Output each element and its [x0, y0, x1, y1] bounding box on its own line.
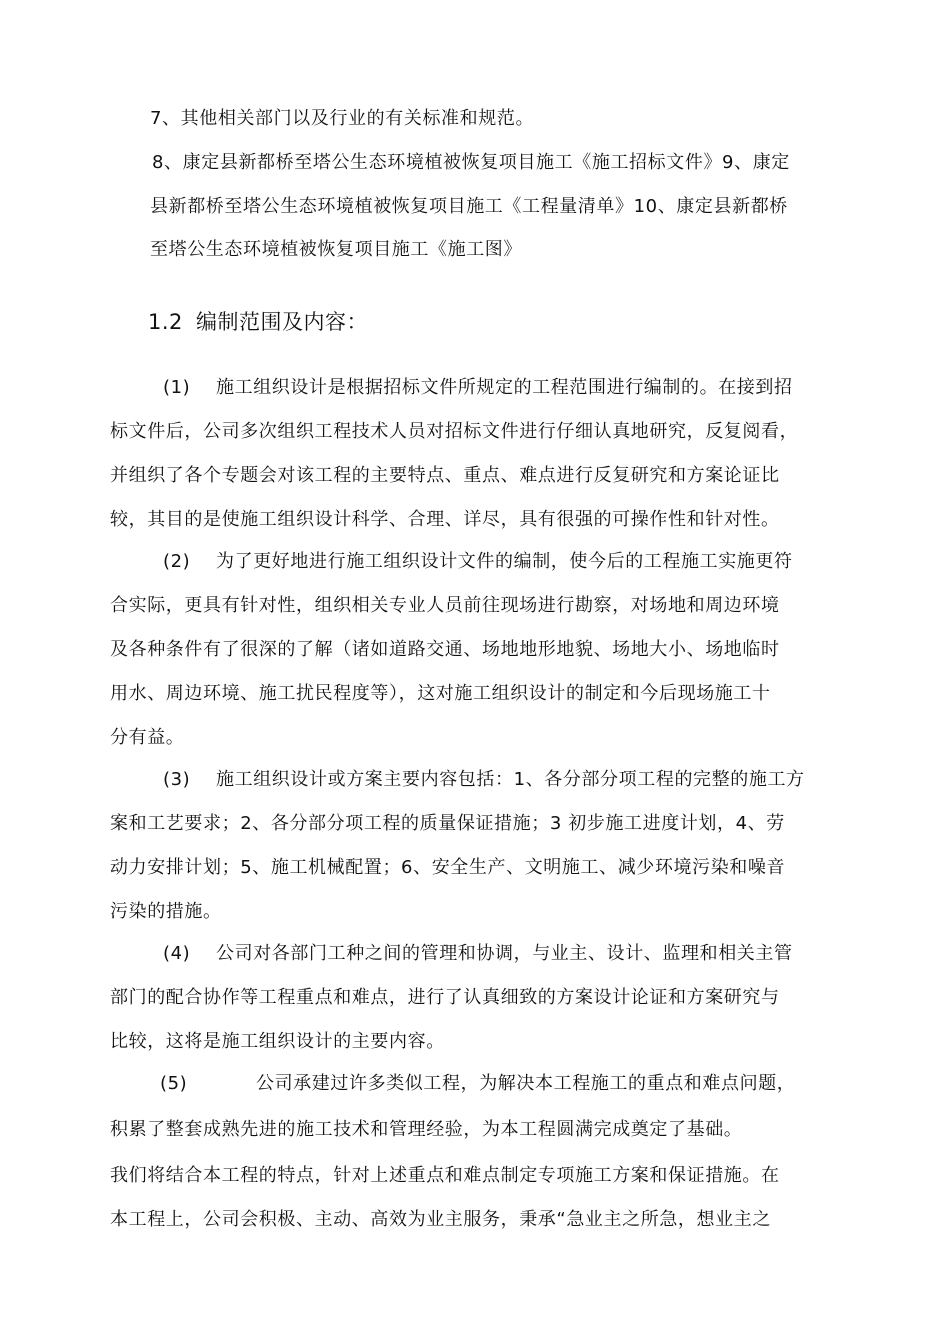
section-heading	[148, 310, 368, 334]
paragraph-1-line: 标文件后，公司多次组织工程技术人员对招标文件进行仔细认真地研究，反复阅看，	[110, 421, 799, 442]
paragraph-1-line: 施工组织设计是根据招标文件所规定的工程范围进行编制的。在接到招	[216, 377, 793, 398]
reference-item-9-line: 县新都桥至塔公生态环境植被恢复项目施工《工程量清单》10、康定县新都桥	[150, 196, 788, 217]
paragraph-4-line: 公司对各部门工种之间的管理和协调，与业主、设计、监理和相关主管	[216, 943, 793, 964]
paragraph-1-line: 较，其目的是使施工组织设计科学、合理、详尽，具有很强的可操作性和针对性。	[110, 509, 780, 530]
paragraph-1-number: (1)	[163, 377, 191, 398]
paragraph-1-line: 并组织了各个专题会对该工程的主要特点、重点、难点进行反复研究和方案论证比	[110, 465, 780, 486]
paragraph-2-line: 分有益。	[110, 727, 185, 748]
paragraph-3-line: 施工组织设计或方案主要内容包括：1、各分部分项工程的完整的施工方	[216, 769, 805, 790]
closing-line: 我们将结合本工程的特点，针对上述重点和难点制定专项施工方案和保证措施。在	[110, 1165, 780, 1186]
paragraph-5-line: 积累了整套成熟先进的施工技术和管理经验，为本工程圆满完成奠定了基础。	[110, 1119, 743, 1140]
paragraph-3-line: 动力安排计划；5、施工机械配置；6、安全生产、文明施工、减少环境污染和噪音	[110, 857, 786, 878]
paragraph-4-line: 比较，这将是施工组织设计的主要内容。	[110, 1031, 445, 1052]
closing-line: 本工程上，公司会积极、主动、高效为业主服务，秉承“急业主之所急，想业主之	[110, 1209, 771, 1230]
section-number: 1.2	[148, 310, 183, 334]
paragraph-2-line: 合实际，更具有针对性，组织相关专业人员前往现场进行勘察，对场地和周边环境	[110, 595, 780, 616]
paragraph-4-line: 部门的配合协作等工程重点和难点，进行了认真细致的方案设计论证和方案研究与	[110, 987, 780, 1008]
paragraph-2-line: 为了更好地进行施工组织设计文件的编制，使今后的工程施工实施更符	[216, 551, 793, 572]
paragraph-2-line: 及各种条件有了很深的了解（诸如道路交通、场地地形地貌、场地大小、场地临时	[110, 639, 780, 660]
reference-item-7: 7、其他相关部门以及行业的有关标准和规范。	[150, 108, 535, 129]
paragraph-3-line: 污染的措施。	[110, 901, 222, 922]
paragraph-5-line: 公司承建过许多类似工程，为解决本工程施工的重点和难点问题，	[256, 1073, 796, 1094]
section-title: 编制范围及内容：	[196, 310, 368, 334]
paragraph-2-line: 用水、周边环境、施工扰民程度等），这对施工组织设计的制定和今后现场施工十	[110, 683, 771, 704]
paragraph-2-number: (2)	[163, 551, 191, 572]
reference-item-10-line: 至塔公生态环境植被恢复项目施工《施工图》	[150, 239, 522, 260]
paragraph-4-number: (4)	[163, 943, 191, 964]
paragraph-3-number: (3)	[163, 769, 191, 790]
paragraph-3-line: 案和工艺要求；2、各分部分项工程的质量保证措施；3 初步施工进度计划，4、劳	[110, 813, 785, 834]
paragraph-5-number: (5)	[160, 1073, 188, 1094]
reference-item-8-line: 8、康定县新都桥至塔公生态环境植被恢复项目施工《施工招标文件》9、康定	[152, 152, 790, 173]
